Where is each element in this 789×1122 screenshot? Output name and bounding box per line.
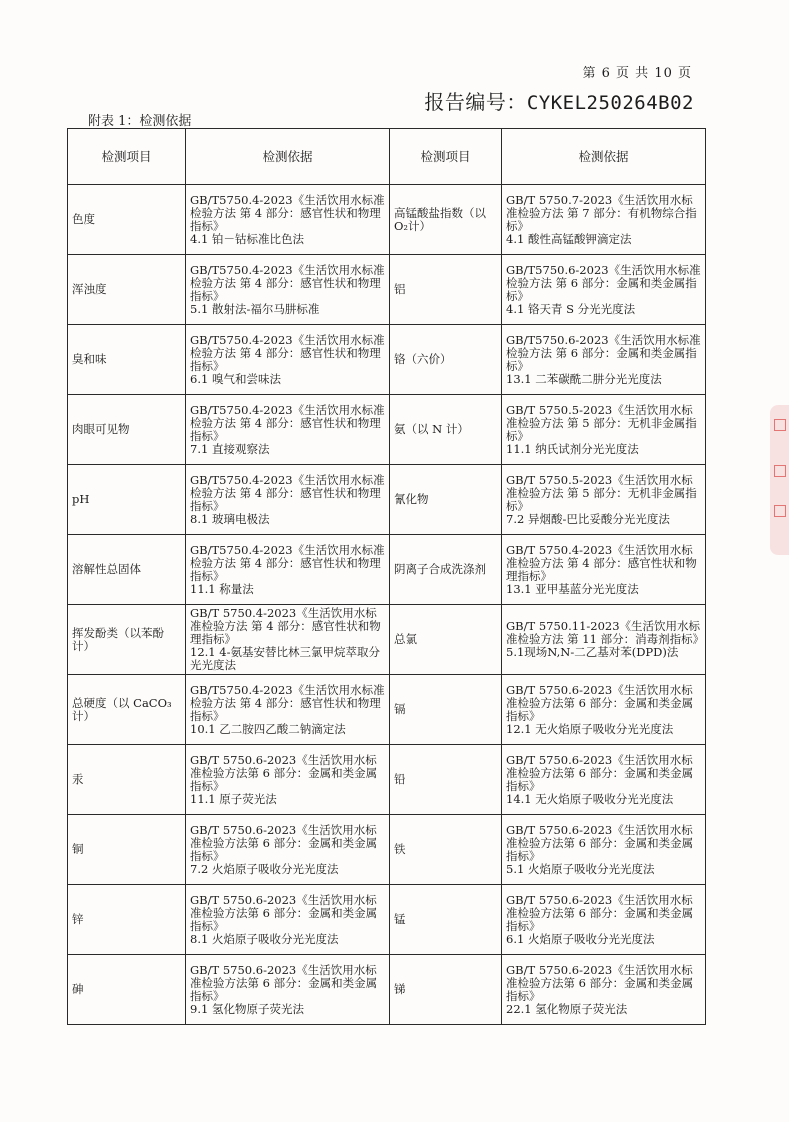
test-basis-cell-line: GB/T 5750.6-2023《生活饮用水标准检验方法第 6 部分：金属和类金属指标》 (190, 962, 378, 1003)
test-basis-cell-line: GB/T 5750.6-2023《生活饮用水标准检验方法第 6 部分：金属和类金属指标》 (190, 822, 378, 863)
test-item-cell (68, 955, 186, 1025)
test-basis-cell-line: GB/T 5750.11-2023《生活饮用水标准检验方法 第 11 部分：消毒剂指标》 (506, 619, 705, 646)
test-item-cell (68, 535, 186, 605)
test-item-cell-line: 挥发酚类（以苯酚计） (72, 625, 164, 653)
test-item-cell-line: 铅 (394, 772, 406, 786)
test-basis-cell-line: GB/T5750.4-2023《生活饮用水标准检验方法 第 4 部分：感官性状和物理指标》 (190, 332, 385, 373)
test-item-cell-line: 臭和味 (72, 352, 107, 366)
test-item-cell-line: 铝 (394, 282, 406, 296)
test-basis-cell (186, 535, 390, 605)
test-basis-cell-line: 12.1 无火焰原子吸收分光光度法 (506, 721, 674, 736)
test-basis-cell-line: 4.1 铬天青 S 分光光度法 (506, 301, 636, 316)
test-item-cell-line: pH (72, 492, 90, 506)
test-basis-cell (186, 185, 390, 255)
report-number-value: CYKEL250264B02 (526, 92, 694, 114)
test-item-cell (390, 395, 502, 465)
test-basis-cell (186, 465, 390, 535)
test-item-cell (68, 815, 186, 885)
test-item-cell-line: 锌 (72, 912, 84, 926)
table-row (68, 745, 706, 815)
test-basis-cell (502, 465, 706, 535)
test-basis-cell-line: GB/T 5750.6-2023《生活饮用水标准检验方法第 6 部分：金属和类金属指标》 (506, 962, 694, 1003)
test-basis-cell-line: 4.1 铂－钴标准比色法 (190, 231, 304, 246)
test-item-cell-line: 铁 (394, 842, 406, 856)
test-basis-cell (502, 605, 706, 675)
test-basis-cell-line: 8.1 火焰原子吸收分光光度法 (190, 931, 339, 946)
header-test-basis-1: 检测依据 (186, 129, 390, 185)
test-item-cell-line: 锰 (394, 912, 406, 926)
table-row (68, 465, 706, 535)
test-item-cell-line: 阴离子合成洗涤剂 (394, 562, 486, 576)
test-basis-cell (502, 885, 706, 955)
test-basis-cell-line: 22.1 氢化物原子荧光法 (506, 1001, 628, 1016)
test-basis-cell (186, 605, 390, 675)
header-test-item-2: 检测项目 (390, 129, 502, 185)
test-item-cell (68, 675, 186, 745)
test-basis-cell-line: 5.1 散射法-福尔马肼标准 (190, 301, 320, 316)
test-basis-cell (502, 955, 706, 1025)
test-basis-cell-line: GB/T5750.4-2023《生活饮用水标准检验方法 第 4 部分：感官性状和物理指标》 (190, 192, 385, 233)
test-item-cell (390, 885, 502, 955)
test-basis-cell-line: GB/T 5750.6-2023《生活饮用水标准检验方法第 6 部分：金属和类金属指标》 (506, 682, 694, 723)
test-basis-cell-line: 11.1 原子荧光法 (190, 791, 277, 806)
test-basis-cell-line: 14.1 无火焰原子吸收分光光度法 (506, 791, 674, 806)
table-row (68, 675, 706, 745)
test-basis-cell-line: GB/T 5750.5-2023《生活饮用水标准检验方法 第 5 部分：无机非金属指标》 (506, 472, 697, 513)
test-item-cell (68, 395, 186, 465)
test-basis-cell-line: GB/T5750.4-2023《生活饮用水标准检验方法 第 4 部分：感官性状和物理指标》 (190, 262, 385, 303)
test-basis-cell-line: 9.1 氢化物原子荧光法 (190, 1001, 304, 1016)
header-test-item-1: 检测项目 (68, 129, 186, 185)
test-basis-cell-line: GB/T 5750.4-2023《生活饮用水标准检验方法 第 4 部分：感官性状和物理指标》 (506, 542, 697, 583)
test-item-cell (390, 955, 502, 1025)
table-row (68, 255, 706, 325)
test-basis-cell-line: 6.1 嗅气和尝味法 (190, 371, 281, 386)
test-item-cell-line: 高锰酸盐指数（以O₂计） (394, 205, 486, 233)
test-basis-cell-line: GB/T 5750.5-2023《生活饮用水标准检验方法 第 5 部分：无机非金属指标》 (506, 402, 697, 443)
test-basis-cell-line: GB/T5750.4-2023《生活饮用水标准检验方法 第 4 部分：感官性状和物理指标》 (190, 682, 385, 723)
test-item-cell (68, 885, 186, 955)
test-basis-cell-line: GB/T 5750.7-2023《生活饮用水标准检验方法 第 7 部分：有机物综合指标》 (506, 192, 697, 233)
test-basis-cell-line: 5.1现场N,N-二乙基对苯(DPD)法 (506, 645, 679, 659)
test-basis-cell-line: GB/T5750.6-2023《生活饮用水标准检验方法 第 6 部分：金属和类金属指标》 (506, 332, 701, 373)
test-item-cell-line: 溶解性总固体 (72, 562, 141, 576)
table-row (68, 535, 706, 605)
test-item-cell (390, 605, 502, 675)
test-basis-cell-line: 5.1 火焰原子吸收分光光度法 (506, 861, 655, 876)
test-basis-cell (186, 325, 390, 395)
test-item-cell-line: 氰化物 (394, 492, 429, 506)
test-basis-cell-line: GB/T 5750.6-2023《生活饮用水标准检验方法第 6 部分：金属和类金属指标》 (506, 822, 694, 863)
test-basis-cell (186, 395, 390, 465)
table-header-row (68, 129, 706, 185)
test-item-cell-line: 色度 (72, 212, 95, 226)
test-item-cell (390, 255, 502, 325)
test-item-cell-line: 浑浊度 (72, 282, 107, 296)
test-basis-cell-line: 12.1 4-氨基安替比林三氯甲烷萃取分光光度法 (190, 645, 380, 672)
test-basis-cell (186, 955, 390, 1025)
test-basis-cell-line: 11.1 称量法 (190, 581, 254, 596)
test-basis-cell (502, 745, 706, 815)
test-basis-cell (502, 395, 706, 465)
test-basis-cell-line: 8.1 玻璃电极法 (190, 511, 270, 526)
test-basis-cell (186, 255, 390, 325)
test-basis-cell-line: GB/T 5750.6-2023《生活饮用水标准检验方法第 6 部分：金属和类金属指标》 (190, 892, 378, 933)
test-item-cell (390, 325, 502, 395)
test-basis-cell-line: 4.1 酸性高锰酸钾滴定法 (506, 231, 632, 246)
test-basis-cell-line: GB/T 5750.6-2023《生活饮用水标准检验方法第 6 部分：金属和类金属指标》 (506, 892, 694, 933)
test-item-cell-line: 肉眼可见物 (72, 422, 130, 436)
test-basis-cell (186, 885, 390, 955)
test-basis-cell-line: 13.1 二苯碳酰二肼分光光度法 (506, 371, 662, 386)
test-item-cell-line: 总硬度（以 CaCO₃计） (72, 695, 172, 723)
report-number-label: 报告编号： (424, 90, 527, 114)
test-item-cell (390, 745, 502, 815)
test-basis-cell-line: GB/T5750.6-2023《生活饮用水标准检验方法 第 6 部分：金属和类金属指标》 (506, 262, 701, 303)
test-item-cell (390, 675, 502, 745)
table-row (68, 815, 706, 885)
test-basis-cell (502, 675, 706, 745)
test-basis-cell (186, 745, 390, 815)
test-item-cell (390, 815, 502, 885)
seal-stamp (770, 405, 789, 555)
test-item-cell (68, 745, 186, 815)
test-item-cell (390, 185, 502, 255)
test-item-cell (390, 535, 502, 605)
table-row (68, 605, 706, 675)
test-basis-cell-line: GB/T 5750.4-2023《生活饮用水标准检验方法 第 4 部分：感官性状和物理指标》 (190, 606, 381, 646)
test-item-cell-line: 铜 (72, 842, 84, 856)
test-item-cell-line: 汞 (72, 772, 84, 786)
test-basis-cell-line: 10.1 乙二胺四乙酸二钠滴定法 (190, 721, 346, 736)
test-item-cell (68, 465, 186, 535)
test-item-cell-line: 砷 (72, 982, 84, 996)
report-number (424, 86, 694, 115)
table-row (68, 885, 706, 955)
test-basis-cell-line: GB/T 5750.6-2023《生活饮用水标准检验方法第 6 部分：金属和类金属指标》 (190, 752, 378, 793)
test-item-cell (68, 605, 186, 675)
test-item-cell (68, 255, 186, 325)
test-basis-cell-line: GB/T 5750.6-2023《生活饮用水标准检验方法第 6 部分：金属和类金属指标》 (506, 752, 694, 793)
test-basis-cell-line: 6.1 火焰原子吸收分光光度法 (506, 931, 655, 946)
test-basis-cell (186, 675, 390, 745)
test-item-cell-line: 氨（以 N 计） (394, 422, 469, 436)
test-basis-cell-line: 13.1 亚甲基蓝分光光度法 (506, 581, 639, 596)
test-item-cell-line: 铬（六价） (394, 352, 452, 366)
test-basis-cell (502, 815, 706, 885)
test-item-cell (68, 325, 186, 395)
test-basis-cell-line: 7.2 异烟酸-巴比妥酸分光光度法 (506, 511, 670, 526)
table-row (68, 185, 706, 255)
test-basis-cell-line: GB/T5750.4-2023《生活饮用水标准检验方法 第 4 部分：感官性状和物理指标》 (190, 472, 385, 513)
test-basis-cell-line: GB/T5750.4-2023《生活饮用水标准检验方法 第 4 部分：感官性状和物理指标》 (190, 402, 385, 443)
test-item-cell (68, 185, 186, 255)
header-test-basis-2: 检测依据 (502, 129, 706, 185)
table-row (68, 395, 706, 465)
test-basis-cell-line: 7.2 火焰原子吸收分光光度法 (190, 861, 339, 876)
test-item-cell-line: 锑 (394, 982, 406, 996)
test-basis-cell (186, 815, 390, 885)
test-basis-cell-line: 7.1 直接观察法 (190, 441, 270, 456)
test-basis-cell (502, 535, 706, 605)
test-basis-cell (502, 255, 706, 325)
test-basis-cell-line: 11.1 纳氏试剂分光光度法 (506, 441, 639, 456)
test-item-cell-line: 总氯 (394, 632, 417, 646)
test-basis-table (67, 128, 706, 1025)
attachment-title: 附表 1：检测依据 (88, 114, 192, 129)
page-number: 第 6 页 共 10 页 (582, 66, 692, 81)
table-row (68, 325, 706, 395)
test-basis-cell-line: GB/T5750.4-2023《生活饮用水标准检验方法 第 4 部分：感官性状和物理指标》 (190, 542, 385, 583)
test-item-cell-line: 镉 (394, 702, 406, 716)
test-item-cell (390, 465, 502, 535)
test-basis-cell (502, 185, 706, 255)
test-basis-cell (502, 325, 706, 395)
table-row (68, 955, 706, 1025)
